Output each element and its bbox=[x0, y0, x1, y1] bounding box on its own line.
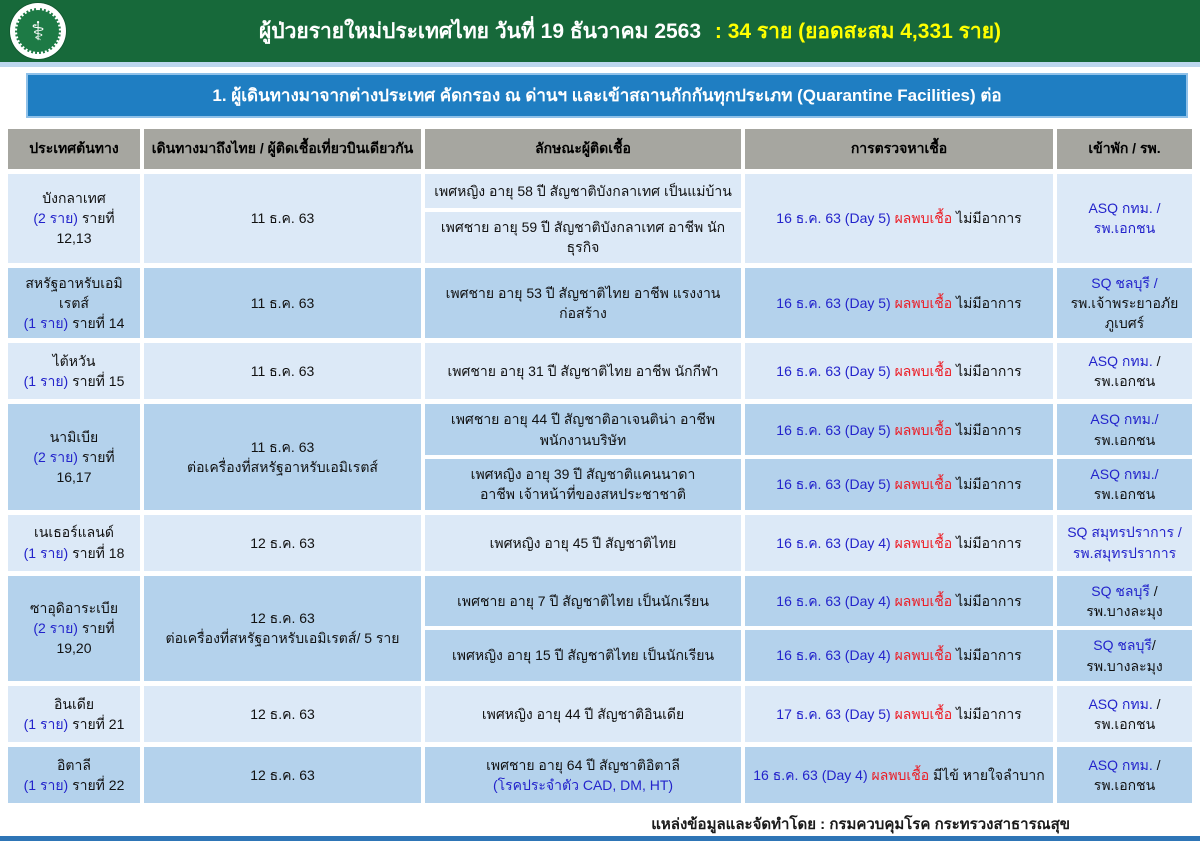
text-segment: (โรคประจำตัว CAD, DM, HT) bbox=[492, 776, 674, 793]
moph-seal-icon bbox=[10, 3, 66, 59]
stay-line bbox=[1065, 694, 1184, 735]
test-result-line bbox=[753, 361, 1045, 381]
column-header-arrival: เดินทางมาถึงไทย / ผู้ติดเชื้อเที่ยวบินเดียวกัน bbox=[144, 129, 421, 169]
profile-line bbox=[433, 533, 733, 553]
profile-line bbox=[433, 283, 733, 324]
text-segment: (1 ราย) bbox=[23, 315, 69, 332]
country-name: อินเดีย bbox=[53, 695, 95, 712]
patient-profile-cell bbox=[425, 747, 741, 803]
arrival-line bbox=[152, 437, 413, 457]
profile-line bbox=[433, 464, 733, 484]
text-segment: 16 ธ.ค. 63 (Day 5) bbox=[776, 294, 895, 311]
report-header bbox=[0, 0, 1200, 62]
arrival-date-cell bbox=[144, 268, 421, 339]
text-segment: ผลพบเชื้อ bbox=[894, 476, 953, 493]
patient-profile-cell bbox=[425, 576, 741, 627]
country-case-numbers bbox=[16, 775, 132, 795]
text-segment: ไม่มีอาการ bbox=[952, 592, 1022, 609]
quarantine-stay-cell bbox=[1057, 686, 1192, 742]
text-segment: ASQ กทม. bbox=[1088, 353, 1157, 370]
stay-line bbox=[1065, 635, 1184, 676]
test-result-cell bbox=[745, 174, 1053, 263]
text-segment: / รพ.เอกชน bbox=[1093, 756, 1161, 793]
profile-line bbox=[433, 704, 733, 724]
text-segment: ผลพบเชื้อ bbox=[894, 534, 953, 551]
quarantine-stay-cell bbox=[1057, 404, 1192, 455]
text-segment: ไม่มีอาการ bbox=[952, 534, 1022, 551]
arrival-date-cell bbox=[144, 576, 421, 681]
quarantine-stay-cell bbox=[1057, 630, 1192, 681]
page-title-main: ผู้ป่วยรายใหม่ประเทศไทย วันที่ 19 ธันวาคม 2563 bbox=[258, 19, 702, 43]
text-segment: ผลพบเชื้อ bbox=[894, 294, 953, 311]
quarantine-stay-cell bbox=[1057, 576, 1192, 627]
text-segment: ไม่มีอาการ bbox=[952, 294, 1022, 311]
text-segment: เพศชาย อายุ 64 ปี สัญชาติอิตาลี bbox=[486, 756, 680, 773]
arrival-line bbox=[152, 608, 413, 628]
arrival-line bbox=[152, 457, 413, 477]
text-segment: SQ สมุทรปราการ / bbox=[1067, 524, 1182, 541]
quarantine-stay-cell bbox=[1057, 268, 1192, 339]
country-case-numbers bbox=[16, 208, 132, 249]
text-segment: 12 ธ.ค. 63 bbox=[250, 534, 315, 551]
patient-profile-cell bbox=[425, 343, 741, 399]
country-case-numbers bbox=[16, 714, 132, 734]
country-cell bbox=[8, 686, 140, 742]
country-name: อิตาลี bbox=[57, 756, 91, 773]
text-segment: 16 ธ.ค. 63 (Day 5) bbox=[776, 476, 895, 493]
moph-seal-ring bbox=[15, 8, 61, 54]
text-segment: เพศหญิง อายุ 45 ปี สัญชาติไทย bbox=[489, 534, 677, 551]
text-segment: 11 ธ.ค. 63 bbox=[250, 363, 315, 380]
text-segment: ASQ กทม. / รพ.เอกชน bbox=[1088, 200, 1161, 237]
test-result-cell bbox=[745, 343, 1053, 399]
stay-line bbox=[1065, 351, 1184, 392]
country-case-numbers bbox=[16, 543, 132, 563]
text-segment: (2 ราย) bbox=[33, 210, 78, 227]
text-segment: รายที่ 12,13 bbox=[56, 210, 115, 247]
text-segment: 17 ธ.ค. 63 (Day 5) bbox=[776, 705, 895, 722]
profile-line bbox=[433, 181, 733, 201]
profile-line bbox=[433, 755, 733, 775]
table-row bbox=[8, 515, 1192, 571]
patient-profile-cell bbox=[425, 404, 741, 455]
text-segment: เพศชาย อายุ 44 ปี สัญชาติอาเจนติน่า อาชีพ พนักงานบริษัท bbox=[450, 411, 716, 448]
profile-line bbox=[433, 361, 733, 381]
test-result-line bbox=[753, 765, 1045, 785]
text-segment: เพศชาย อายุ 31 ปี สัญชาติไทย อาชีพ นักกีฬา bbox=[447, 363, 719, 380]
country-cell bbox=[8, 174, 140, 263]
text-segment: รพ.เจ้าพระยาอภัยภูเบศร์ bbox=[1070, 294, 1179, 332]
stay-line bbox=[1065, 409, 1184, 450]
table-row bbox=[8, 343, 1192, 399]
country-name: ซาอุดิอาระเบีย bbox=[29, 599, 119, 616]
test-result-cell bbox=[745, 576, 1053, 627]
arrival-date-cell bbox=[144, 404, 421, 509]
text-segment: 12 ธ.ค. 63 bbox=[250, 609, 315, 626]
table-row bbox=[8, 404, 1192, 509]
text-segment: 11 ธ.ค. 63 bbox=[250, 294, 315, 311]
text-segment: (1 ราย) bbox=[23, 776, 69, 793]
country-cell bbox=[8, 404, 140, 509]
text-segment: ASQ กทม./ bbox=[1090, 466, 1159, 483]
text-segment: ไม่มีอาการ bbox=[952, 705, 1022, 722]
patient-profile-cell bbox=[425, 515, 741, 571]
text-segment: ต่อเครื่องที่สหรัฐอาหรับเอมิเรตส์ bbox=[187, 459, 378, 476]
test-result-cell bbox=[745, 515, 1053, 571]
text-segment: (1 ราย) bbox=[23, 373, 69, 390]
text-segment: ไม่มีอาการ bbox=[952, 647, 1022, 664]
section-title-bar: 1. ผู้เดินทางมาจากต่างประเทศ คัดกรอง ณ ด่านฯ และเข้าสถานกักกันทุกประเภท (Quarantine Facilities) ต่อ bbox=[26, 73, 1188, 118]
text-segment: รายที่ 22 bbox=[68, 776, 125, 793]
country-name: ไต้หวัน bbox=[52, 353, 96, 370]
text-segment: ไม่มีอาการ bbox=[952, 363, 1022, 380]
stay-line bbox=[1065, 273, 1184, 293]
section-title-wrap bbox=[0, 67, 1200, 125]
text-segment: / รพ.บางละมุง bbox=[1086, 637, 1163, 674]
text-segment: 11 ธ.ค. 63 bbox=[250, 210, 315, 227]
text-segment: SQ ชลบุรี / bbox=[1091, 274, 1158, 291]
test-result-cell bbox=[745, 404, 1053, 455]
country-name: สหรัฐอาหรับเอมิเรตส์ bbox=[25, 274, 123, 311]
text-segment: 16 ธ.ค. 63 (Day 5) bbox=[776, 210, 895, 227]
profile-line bbox=[433, 775, 733, 795]
table-row bbox=[8, 268, 1192, 339]
page-title-count: : 34 ราย (ยอดสะสม 4,331 ราย) bbox=[714, 19, 1001, 43]
patient-profile-cell bbox=[425, 686, 741, 742]
text-segment: รายที่ 14 bbox=[68, 315, 125, 332]
arrival-line bbox=[152, 208, 413, 228]
text-segment: รายที่ 21 bbox=[68, 715, 125, 732]
text-segment: ผลพบเชื้อ bbox=[871, 766, 930, 783]
quarantine-stay-cell bbox=[1057, 515, 1192, 571]
country-case-numbers bbox=[16, 618, 132, 659]
stay-line bbox=[1065, 755, 1184, 796]
text-segment: รายที่ 19,20 bbox=[56, 620, 115, 657]
text-segment: เพศหญิง อายุ 15 ปี สัญชาติไทย เป็นนักเรียน bbox=[451, 647, 715, 664]
country-cell bbox=[8, 515, 140, 571]
text-segment: ไม่มีอาการ bbox=[952, 210, 1022, 227]
profile-line bbox=[433, 645, 733, 665]
test-result-line bbox=[753, 208, 1045, 228]
patient-profile-cell bbox=[425, 630, 741, 681]
arrival-line bbox=[152, 628, 413, 648]
text-segment: ASQ กทม./ bbox=[1090, 411, 1159, 428]
text-segment: รพ.สมุทรปราการ bbox=[1072, 544, 1177, 561]
text-segment: ต่อเครื่องที่สหรัฐอาหรับเอมิเรตส์/ 5 ราย bbox=[165, 630, 400, 647]
test-result-line bbox=[753, 293, 1045, 313]
arrival-line bbox=[152, 765, 413, 785]
column-header-test: การตรวจหาเชื้อ bbox=[745, 129, 1053, 169]
text-segment: ผลพบเชื้อ bbox=[894, 421, 953, 438]
column-header-stay: เข้าพัก / รพ. bbox=[1057, 129, 1192, 169]
arrival-line bbox=[152, 361, 413, 381]
text-segment: ASQ กทม. bbox=[1088, 756, 1157, 773]
text-segment: (1 ราย) bbox=[23, 544, 69, 561]
arrival-line bbox=[152, 533, 413, 553]
country-case-numbers bbox=[16, 447, 132, 488]
country-name: นามิเบีย bbox=[49, 428, 99, 445]
test-result-line bbox=[753, 420, 1045, 440]
text-segment: รายที่ 15 bbox=[68, 373, 125, 390]
text-segment: เพศหญิง อายุ 39 ปี สัญชาติแคนนาดา bbox=[470, 466, 696, 483]
text-segment: ผลพบเชื้อ bbox=[894, 647, 953, 664]
text-segment: / รพ.บางละมุง bbox=[1086, 582, 1163, 619]
text-segment: (1 ราย) bbox=[23, 715, 69, 732]
profile-line bbox=[433, 409, 733, 450]
table-header-row bbox=[8, 129, 1192, 169]
arrival-date-cell bbox=[144, 747, 421, 803]
text-segment: (2 ราย) bbox=[33, 620, 78, 637]
test-result-cell bbox=[745, 747, 1053, 803]
text-segment: 16 ธ.ค. 63 (Day 5) bbox=[776, 363, 895, 380]
quarantine-stay-cell bbox=[1057, 459, 1192, 510]
text-segment: รายที่ 16,17 bbox=[56, 448, 115, 486]
stay-line bbox=[1065, 581, 1184, 622]
table-row bbox=[8, 747, 1192, 803]
stay-line bbox=[1065, 464, 1184, 505]
text-segment: ASQ กทม. bbox=[1088, 695, 1157, 712]
text-segment: SQ ชลบุรี bbox=[1093, 637, 1152, 654]
text-segment: 16 ธ.ค. 63 (Day 4) bbox=[776, 592, 895, 609]
test-result-cell bbox=[745, 686, 1053, 742]
text-segment: ไม่มีอาการ bbox=[952, 476, 1022, 493]
text-segment: SQ ชลบุรี bbox=[1091, 582, 1154, 599]
profile-line bbox=[433, 484, 733, 504]
country-case-numbers bbox=[16, 371, 132, 391]
stay-line bbox=[1065, 293, 1184, 334]
text-segment: 11 ธ.ค. 63 bbox=[250, 438, 315, 455]
country-name: บังกลาเทศ bbox=[42, 189, 106, 206]
table-row bbox=[8, 576, 1192, 681]
text-segment: ไม่มีอาการ bbox=[952, 421, 1022, 438]
profile-line bbox=[433, 217, 733, 258]
country-cell bbox=[8, 268, 140, 339]
text-segment: เพศชาย อายุ 53 ปี สัญชาติไทย อาชีพ แรงงานก่อสร้าง bbox=[445, 284, 721, 322]
quarantine-stay-cell bbox=[1057, 343, 1192, 399]
patient-profile-cell bbox=[425, 268, 741, 339]
arrival-date-cell bbox=[144, 174, 421, 263]
test-result-line bbox=[753, 704, 1045, 724]
table-row bbox=[8, 174, 1192, 263]
patient-profile-cell bbox=[425, 212, 741, 263]
text-segment: เพศหญิง อายุ 58 ปี สัญชาติบังกลาเทศ เป็นแม่บ้าน bbox=[434, 182, 732, 199]
column-header-patient-profile: ลักษณะผู้ติดเชื้อ bbox=[425, 129, 741, 169]
text-segment: เพศหญิง อายุ 44 ปี สัญชาติอินเดีย bbox=[481, 705, 685, 722]
text-segment: มีไข้ หายใจลำบาก bbox=[929, 766, 1045, 783]
text-segment: / รพ.เอกชน bbox=[1093, 353, 1161, 390]
country-cell bbox=[8, 576, 140, 681]
country-case-numbers bbox=[16, 313, 132, 333]
test-result-cell bbox=[745, 630, 1053, 681]
arrival-line bbox=[152, 704, 413, 724]
test-result-cell bbox=[745, 459, 1053, 510]
text-segment: รายที่ 18 bbox=[68, 544, 125, 561]
arrival-date-cell bbox=[144, 686, 421, 742]
text-segment: เพศชาย อายุ 59 ปี สัญชาติบังกลาเทศ อาชีพ นักธุรกิจ bbox=[440, 219, 726, 256]
stay-line bbox=[1065, 198, 1184, 239]
country-name: เนเธอร์แลนด์ bbox=[34, 524, 114, 541]
stay-line bbox=[1065, 543, 1184, 563]
text-segment: / รพ.เอกชน bbox=[1093, 695, 1161, 732]
text-segment: 16 ธ.ค. 63 (Day 4) bbox=[753, 766, 872, 783]
text-segment: ผลพบเชื้อ bbox=[894, 592, 953, 609]
test-result-line bbox=[753, 591, 1045, 611]
text-segment: รพ.เอกชน bbox=[1093, 431, 1156, 448]
footer-credit: แหล่งข้อมูลและจัดทำโดย : กรมควบคุมโรค กระทรวงสาธารณสุข bbox=[651, 815, 1070, 833]
text-segment: เพศชาย อายุ 7 ปี สัญชาติไทย เป็นนักเรียน bbox=[457, 592, 709, 609]
text-segment: ผลพบเชื้อ bbox=[894, 363, 953, 380]
quarantine-stay-cell bbox=[1057, 747, 1192, 803]
caduceus-icon: ⚕ bbox=[30, 16, 46, 46]
arrival-date-cell bbox=[144, 343, 421, 399]
text-segment: 16 ธ.ค. 63 (Day 4) bbox=[776, 534, 895, 551]
country-cell bbox=[8, 343, 140, 399]
test-result-line bbox=[753, 645, 1045, 665]
arrival-line bbox=[152, 293, 413, 313]
text-segment: อาชีพ เจ้าหน้าที่ของสหประชาชาติ bbox=[480, 486, 686, 503]
test-result-line bbox=[753, 474, 1045, 494]
table-row bbox=[8, 686, 1192, 742]
patient-profile-cell bbox=[425, 459, 741, 510]
quarantine-stay-cell bbox=[1057, 174, 1192, 263]
text-segment: ผลพบเชื้อ bbox=[894, 705, 953, 722]
text-segment: 12 ธ.ค. 63 bbox=[250, 766, 315, 783]
text-segment: 16 ธ.ค. 63 (Day 4) bbox=[776, 647, 895, 664]
bottom-strip bbox=[0, 836, 1200, 841]
test-result-cell bbox=[745, 268, 1053, 339]
patient-profile-cell bbox=[425, 174, 741, 208]
column-header-origin-country: ประเทศต้นทาง bbox=[8, 129, 140, 169]
text-segment: 16 ธ.ค. 63 (Day 5) bbox=[776, 421, 895, 438]
text-segment: ผลพบเชื้อ bbox=[894, 210, 953, 227]
test-result-line bbox=[753, 533, 1045, 553]
arrival-date-cell bbox=[144, 515, 421, 571]
profile-line bbox=[433, 591, 733, 611]
stay-line bbox=[1065, 522, 1184, 542]
text-segment: 12 ธ.ค. 63 bbox=[250, 705, 315, 722]
cases-table bbox=[0, 125, 1200, 808]
country-cell bbox=[8, 747, 140, 803]
cases-table-body bbox=[8, 174, 1192, 803]
text-segment: รพ.เอกชน bbox=[1093, 486, 1156, 503]
text-segment: (2 ราย) bbox=[33, 448, 78, 465]
page-title bbox=[0, 15, 1200, 48]
